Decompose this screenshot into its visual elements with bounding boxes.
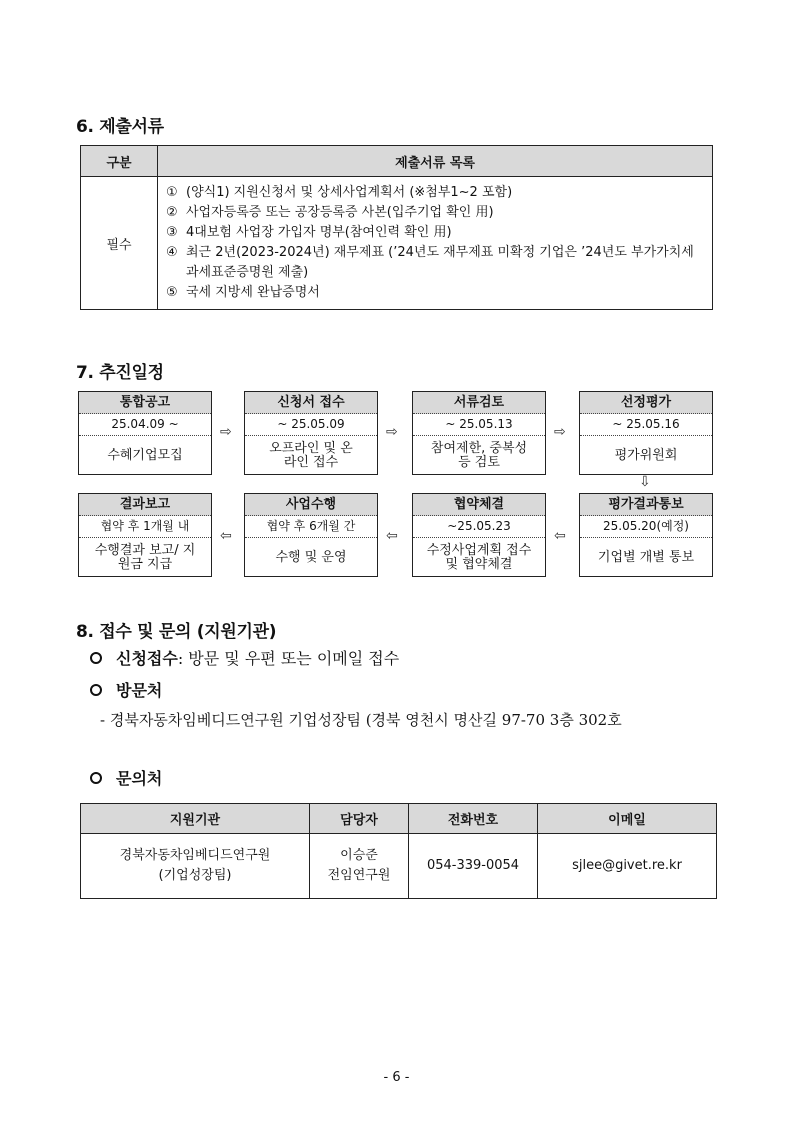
contact-label: 문의처 [116, 769, 163, 788]
document-item [166, 283, 706, 303]
step-date: 협약 후 6개월 간 [245, 516, 377, 538]
step-description: 수행 및 운영 [275, 550, 347, 565]
section6-title: 6. 제출서류 [76, 117, 164, 137]
right-arrow-icon: ⇨ [220, 424, 232, 440]
schedule-step-box [244, 493, 378, 577]
circle-bullet-icon [90, 652, 102, 664]
documents-table [80, 145, 713, 310]
document-item [166, 223, 706, 243]
step-description: 수혜기업모집 [107, 448, 183, 463]
person-name: 이승준 [340, 848, 378, 863]
org-cell [81, 834, 310, 899]
table-row [81, 177, 713, 310]
document-list-cell [158, 177, 713, 310]
step-name: 협약체결 [413, 494, 545, 516]
schedule-step-box [579, 493, 713, 577]
header-phone: 전화번호 [409, 804, 538, 834]
item-text: 국세 지방세 완납증명서 [186, 285, 320, 300]
step-date: 25.04.09 ~ [79, 414, 211, 436]
section8-title: 8. 접수 및 문의 (지원기관) [76, 622, 277, 642]
org-name: 경북자동차임베디드연구원 [119, 848, 271, 863]
item-text: (양식1) 지원신청서 및 상세사업계획서 (※첨부1~2 포함) [186, 185, 513, 200]
person-cell [310, 834, 409, 899]
step-description: 수행결과 보고/ 지원금 지급 [94, 543, 196, 572]
step-name: 결과보고 [79, 494, 211, 516]
document-item [166, 243, 706, 283]
apply-text: : 방문 및 우편 또는 이메일 접수 [177, 649, 400, 668]
item-text: 최근 2년(2023-2024년) 재무제표 (’24년도 재무제표 미확정 기업은 ’24년도 부가가치세 과세표준증명원 제출) [186, 245, 694, 280]
item-text: 사업자등록증 또는 공장등록증 사본(입주기업 확인 用) [186, 205, 494, 220]
person-title: 전임연구원 [327, 868, 391, 883]
step-description: 오프라인 및 온라인 접수 [269, 441, 353, 470]
item-text: 4대보험 사업장 가입자 명부(참여인력 확인 用) [186, 225, 452, 240]
step-date: ~ 25.05.16 [580, 414, 712, 436]
apply-label: 신청접수 [116, 649, 178, 668]
step-date: ~ 25.05.13 [413, 414, 545, 436]
step-name: 평가결과통보 [580, 494, 712, 516]
step-date: 협약 후 1개월 내 [79, 516, 211, 538]
header-person: 담당자 [310, 804, 409, 834]
step-date: ~25.05.23 [413, 516, 545, 538]
section7-title: 7. 추진일정 [76, 363, 164, 383]
header-category: 구분 [81, 146, 158, 177]
schedule-step-box [78, 493, 212, 577]
circle-bullet-icon [90, 772, 102, 784]
visit-label: 방문처 [116, 681, 163, 700]
step-description: 참여제한, 중복성 등 검토 [430, 441, 528, 470]
email-cell: sjlee@givet.re.kr [538, 834, 717, 899]
item-number: ① [166, 185, 178, 200]
header-org: 지원기관 [81, 804, 310, 834]
contact-line [90, 766, 162, 789]
contact-table [80, 803, 717, 899]
item-number: ④ [166, 245, 178, 260]
down-arrow-icon: ⇩ [639, 474, 651, 490]
step-name: 사업수행 [245, 494, 377, 516]
org-team: (기업성장팀) [158, 868, 232, 883]
circle-bullet-icon [90, 684, 102, 696]
item-number: ③ [166, 225, 178, 240]
step-name: 선정평가 [580, 392, 712, 414]
page-number: - 6 - [383, 1070, 410, 1085]
step-date: ~ 25.05.09 [245, 414, 377, 436]
schedule-step-box [412, 493, 546, 577]
step-description: 수정사업계획 접수 및 협약체결 [426, 543, 532, 572]
category-cell: 필수 [81, 177, 158, 310]
header-email: 이메일 [538, 804, 717, 834]
schedule-step-box [412, 391, 546, 475]
right-arrow-icon: ⇨ [386, 424, 398, 440]
phone-cell: 054-339-0054 [409, 834, 538, 899]
table-header-row [81, 146, 713, 177]
visit-line [90, 678, 162, 701]
header-document-list: 제출서류 목록 [158, 146, 713, 177]
schedule-step-box [579, 391, 713, 475]
step-description: 평가위원회 [614, 448, 678, 463]
item-number: ② [166, 205, 178, 220]
step-name: 통합공고 [79, 392, 211, 414]
schedule-step-box [78, 391, 212, 475]
left-arrow-icon: ⇦ [386, 528, 398, 544]
left-arrow-icon: ⇦ [220, 528, 232, 544]
step-description: 기업별 개별 통보 [597, 550, 695, 565]
document-item [166, 203, 706, 223]
table-header-row [81, 804, 717, 834]
apply-line [90, 646, 399, 669]
document-item [166, 183, 706, 203]
table-row [81, 834, 717, 899]
right-arrow-icon: ⇨ [554, 424, 566, 440]
step-name: 신청서 접수 [245, 392, 377, 414]
item-number: ⑤ [166, 285, 178, 300]
visit-address: - 경북자동차임베디드연구원 기업성장팀 (경북 영천시 명산길 97-70 3층 302호 [100, 711, 622, 729]
left-arrow-icon: ⇦ [554, 528, 566, 544]
step-date: 25.05.20(예정) [580, 516, 712, 538]
schedule-step-box [244, 391, 378, 475]
step-name: 서류검토 [413, 392, 545, 414]
